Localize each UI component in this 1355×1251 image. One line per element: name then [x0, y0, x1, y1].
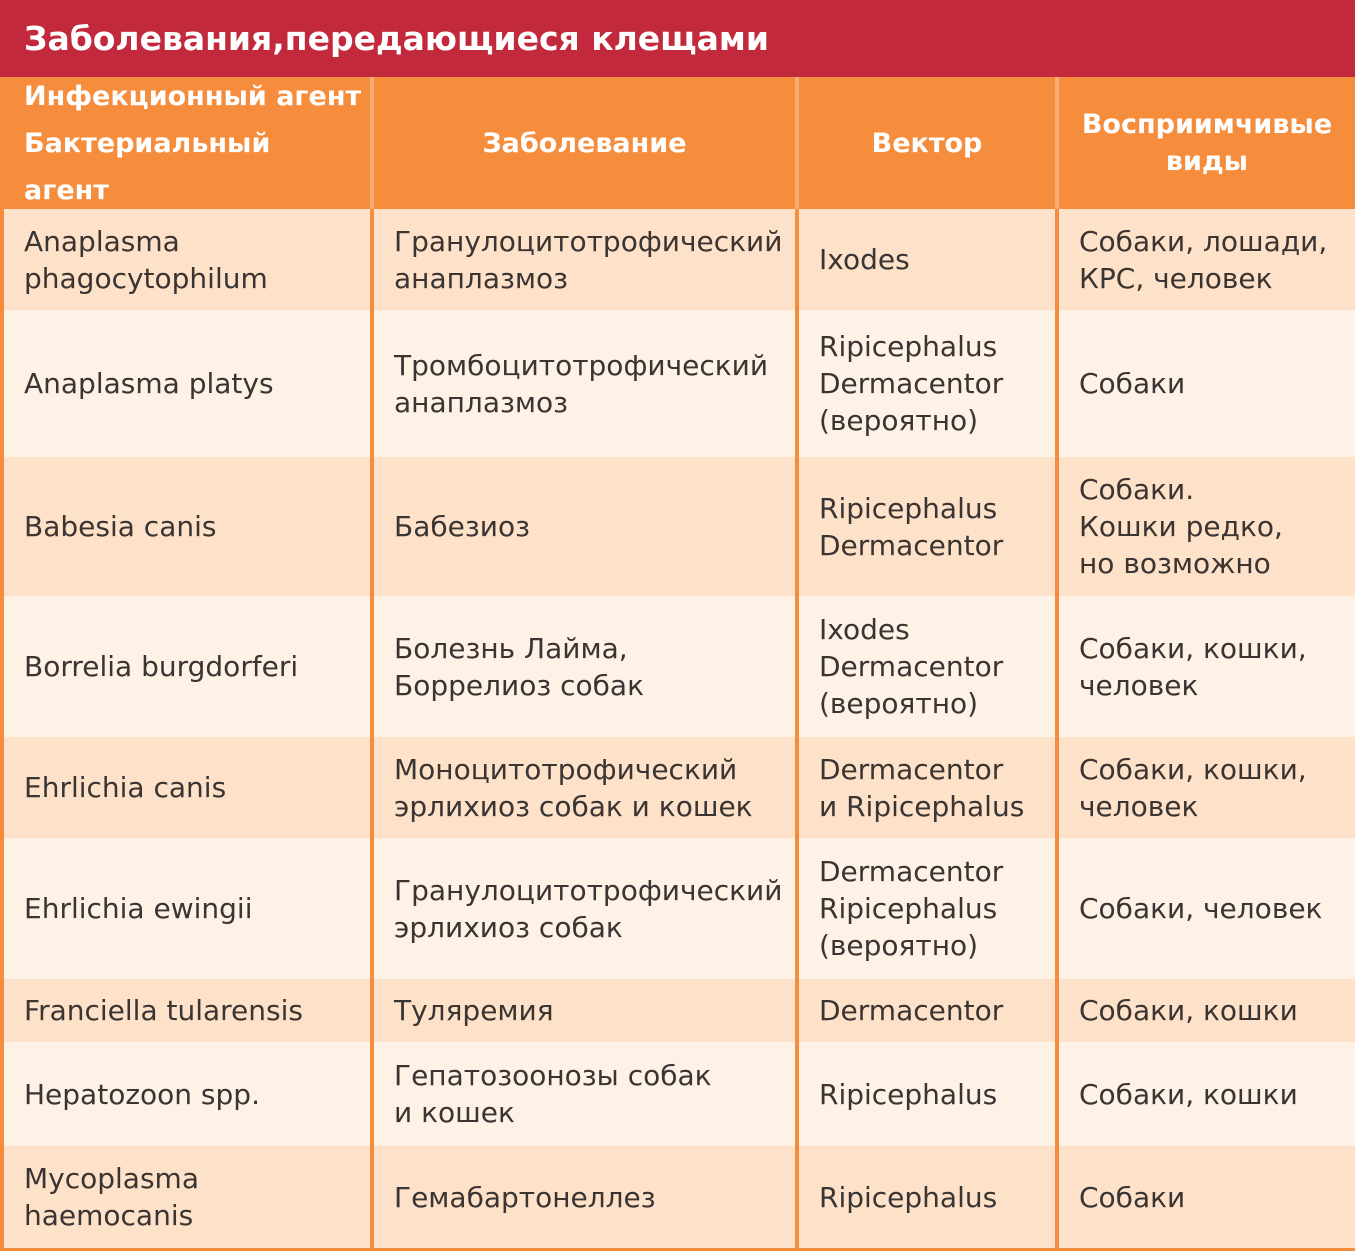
cell-vector: Ixodes Dermacentor (вероятно): [795, 596, 1055, 737]
cell-disease: Гемабартонеллез: [370, 1146, 795, 1248]
cell-vector: Ripicephalus Dermacentor: [795, 457, 1055, 596]
cell-vector: Ripicephalus Dermacentor (вероятно): [795, 310, 1055, 457]
cell-species: Собаки: [1055, 1146, 1355, 1248]
cell-vector: Dermacentor и Ripicephalus: [795, 737, 1055, 838]
cell-vector: Dermacentor: [795, 979, 1055, 1042]
cell-disease: Гранулоцитотрофический анаплазмоз: [370, 209, 795, 310]
cell-species: Собаки, кошки, человек: [1055, 596, 1355, 737]
cell-species: Собаки: [1055, 310, 1355, 457]
cell-vector: Ixodes: [795, 209, 1055, 310]
cell-agent: Hepatozoon spp.: [0, 1042, 370, 1146]
disease-table: [0, 77, 1355, 1251]
cell-agent: Anaplasma platys: [0, 310, 370, 457]
cell-disease: Гепатозоонозы собак и кошек: [370, 1042, 795, 1146]
cell-agent: Franciella tularensis: [0, 979, 370, 1042]
cell-vector: Dermacentor Ripicephalus (вероятно): [795, 838, 1055, 979]
cell-species: Собаки, кошки: [1055, 979, 1355, 1042]
header-species: Восприимчивые виды: [1055, 77, 1355, 209]
cell-agent: Ehrlichia canis: [0, 737, 370, 838]
cell-agent: Anaplasma phagocytophilum: [0, 209, 370, 310]
table-title: Заболевания,передающиеся клещами: [0, 0, 1355, 77]
cell-disease: Моноцитотрофический эрлихиоз собак и кошек: [370, 737, 795, 838]
cell-species: Собаки. Кошки редко, но возможно: [1055, 457, 1355, 596]
cell-disease: Бабезиоз: [370, 457, 795, 596]
header-agent: Инфекционный агент Бактериальный агент: [0, 77, 370, 209]
cell-agent: Mycoplasma haemocanis: [0, 1146, 370, 1248]
cell-disease: Тромбоцитотрофический анаплазмоз: [370, 310, 795, 457]
header-vector: Вектор: [795, 77, 1055, 209]
cell-vector: Ripicephalus: [795, 1146, 1055, 1248]
cell-species: Собаки, кошки, человек: [1055, 737, 1355, 838]
cell-species: Собаки, лошади, КРС, человек: [1055, 209, 1355, 310]
cell-species: Собаки, человек: [1055, 838, 1355, 979]
cell-agent: Babesia canis: [0, 457, 370, 596]
cell-vector: Ripicephalus: [795, 1042, 1055, 1146]
cell-disease: Гранулоцитотрофический эрлихиоз собак: [370, 838, 795, 979]
cell-agent: Borrelia burgdorferi: [0, 596, 370, 737]
cell-disease: Туляремия: [370, 979, 795, 1042]
header-disease: Заболевание: [370, 77, 795, 209]
cell-agent: Ehrlichia ewingii: [0, 838, 370, 979]
cell-species: Собаки, кошки: [1055, 1042, 1355, 1146]
cell-disease: Болезнь Лайма, Боррелиоз собак: [370, 596, 795, 737]
